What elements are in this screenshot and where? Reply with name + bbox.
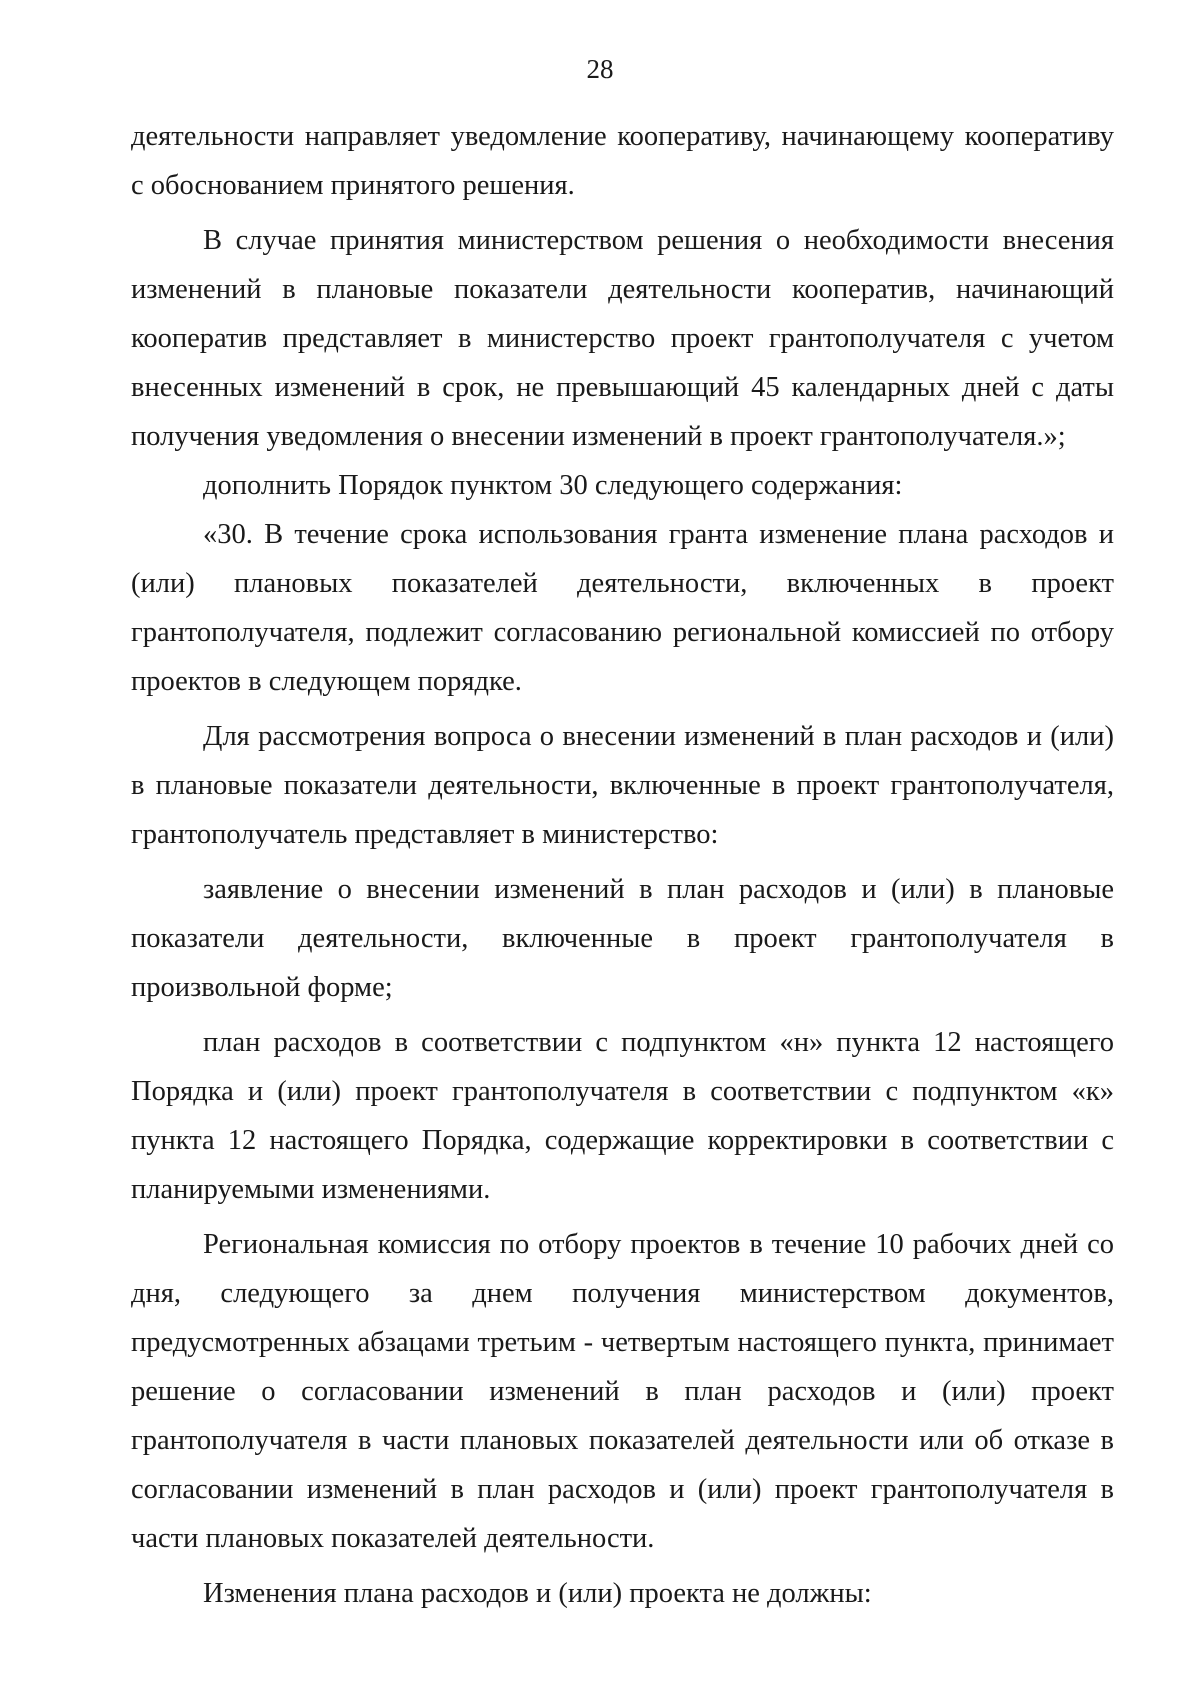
document-body bbox=[131, 112, 1114, 1618]
paragraph-regional-commission: Региональная комиссия по отбору проектов в течение 10 рабочих дней со дня, следующего за днем получения министерством документов, предусмотренных абзацами третьим - четвертым настоящего пункта, принимает решение о согласовании изменений в план расходов и (или) проект грантополучателя в части плановых показателей деятельности или об отказе в согласовании изменений в план расходов и (или) проект грантополучателя в части плановых показателей деятельности. bbox=[131, 1229, 1114, 1554]
page-number: 28 bbox=[586, 54, 614, 84]
paragraph-application: заявление о внесении изменений в план расходов и (или) в плановые показатели деятельности, включенные в проект грантополучателя в произвольной форме; bbox=[131, 874, 1114, 1003]
paragraph-expense-plan: план расходов в соответствии с подпунктом «н» пункта 12 настоящего Порядка и (или) проект грантополучателя в соответствии с подпунктом «к» пункта 12 настоящего Порядка, содержащие корректировки в соответствии с планируемыми изменениями. bbox=[131, 1027, 1114, 1205]
paragraph-amend-order: дополнить Порядок пунктом 30 следующего содержания: bbox=[203, 470, 903, 501]
paragraph-changes-must-not: Изменения плана расходов и (или) проекта не должны: bbox=[203, 1578, 872, 1609]
paragraph-item-30: «30. В течение срока использования гранта изменение плана расходов и (или) плановых показателей деятельности, включенных в проект грантополучателя, подлежит согласованию региональной комиссией по отбору проектов в следующем порядке. bbox=[131, 519, 1114, 697]
paragraph-consideration: Для рассмотрения вопроса о внесении изменений в план расходов и (или) в плановые показатели деятельности, включенные в проект грантополучателя, грантополучатель представляет в министерство: bbox=[131, 721, 1114, 850]
paragraph-ministry-decision: В случае принятия министерством решения о необходимости внесения изменений в плановые показатели деятельности кооператив, начинающий кооператив представляет в министерство проект грантополучателя с учетом внесенных изменений в срок, не превышающий 45 календарных дней с даты получения уведомления о внесении изменений в проект грантополучателя.»; bbox=[131, 225, 1114, 452]
paragraph-continuation: деятельности направляет уведомление кооперативу, начинающему кооперативу с обоснованием принятого решения. bbox=[131, 121, 1114, 201]
